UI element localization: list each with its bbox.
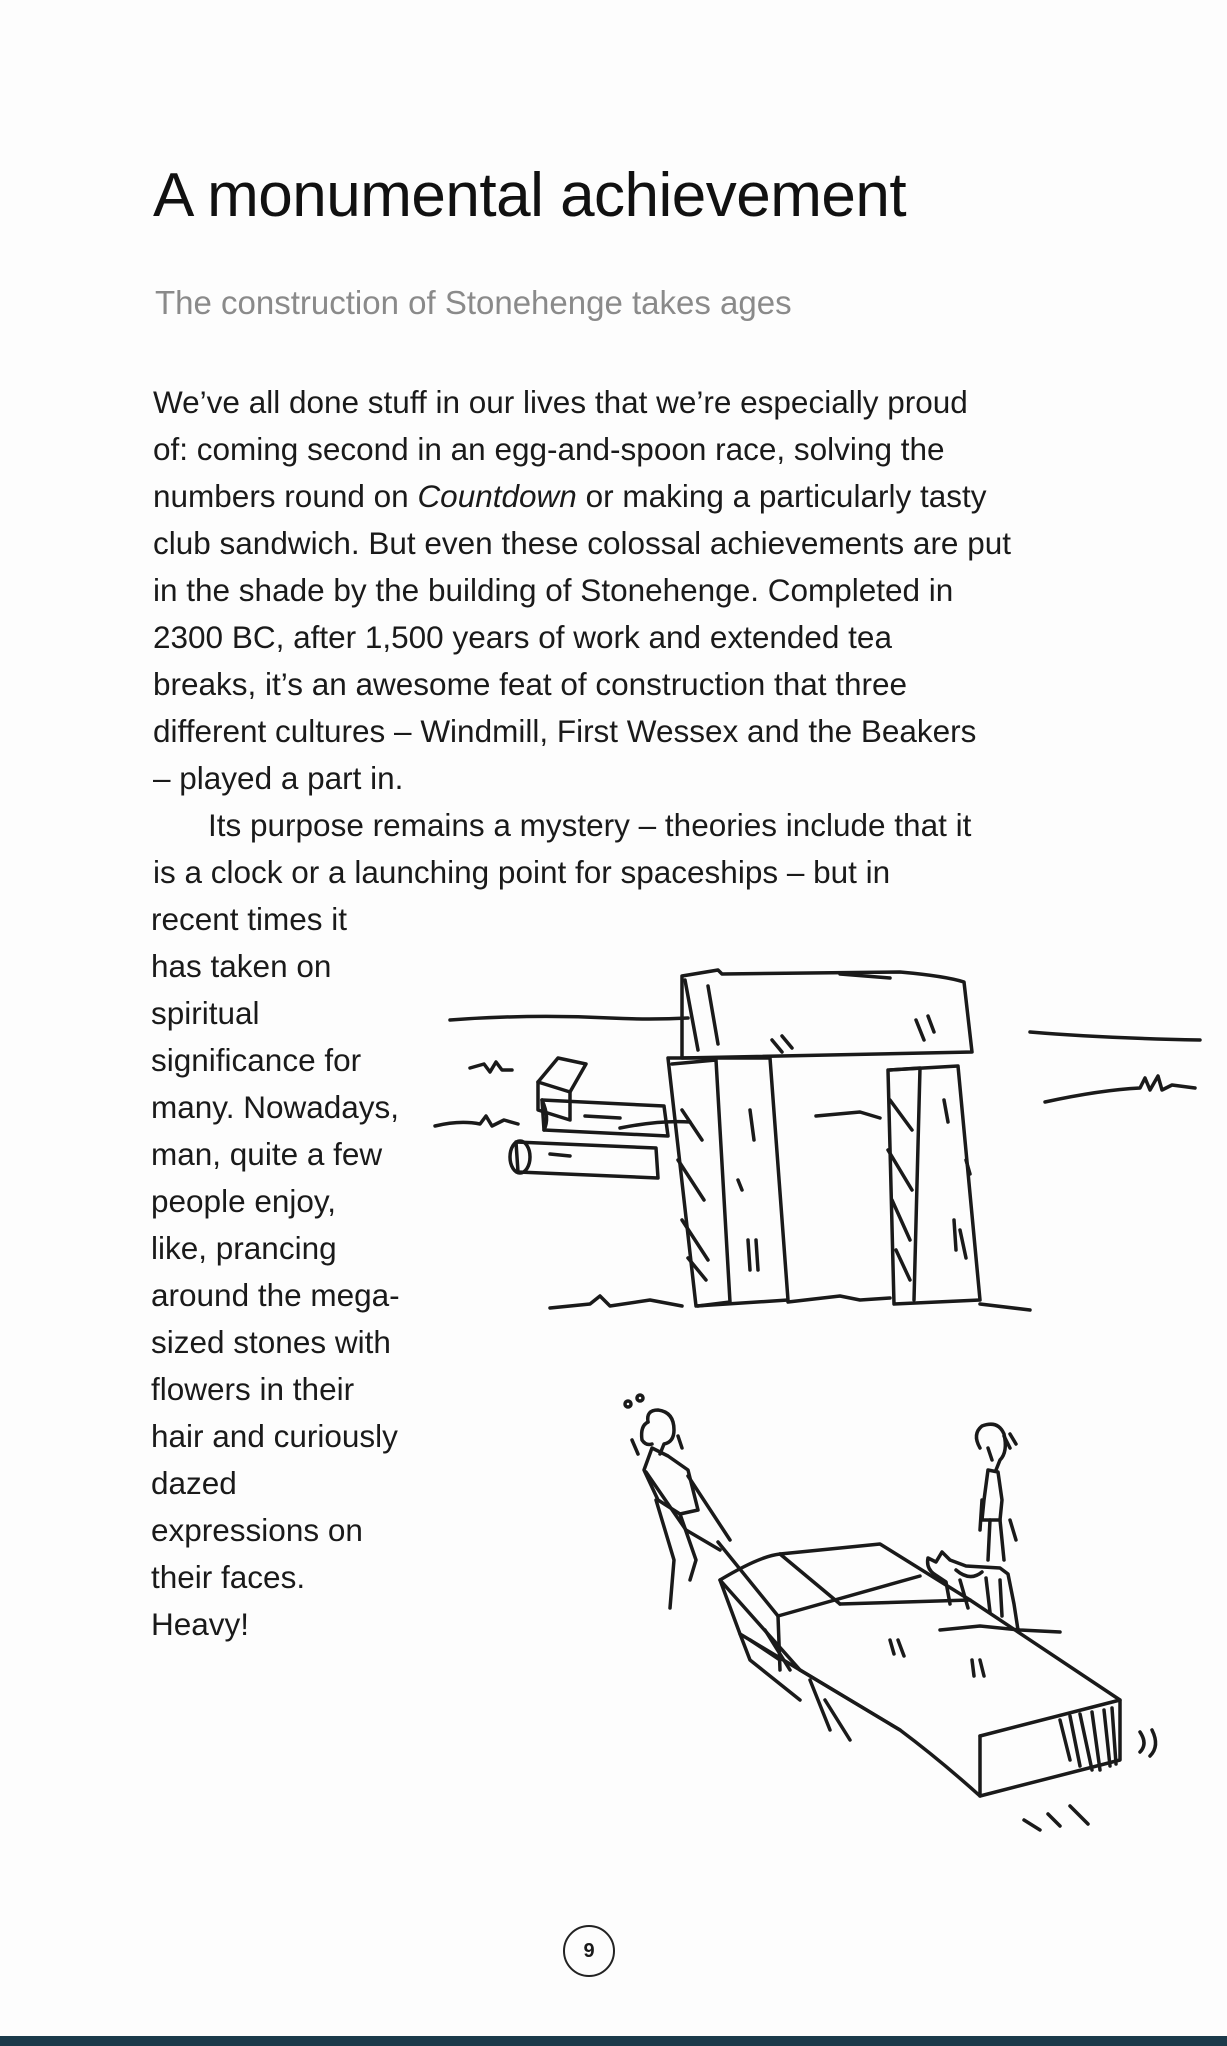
horizon-line-left [450, 1016, 688, 1020]
page-subtitle: The construction of Stonehenge takes ages [155, 284, 792, 321]
ground-grass-right [980, 1304, 1030, 1310]
page-title: A monumental achievement [153, 161, 907, 230]
text-line: breaks, it’s an awesome feat of construction that three [153, 666, 908, 702]
text-line: of: coming second in an egg-and-spoon race, solving the [153, 431, 945, 467]
text-line: club sandwich. But even these colossal achievements are put [153, 525, 1011, 561]
text-line: many. Nowadays, [151, 1089, 400, 1125]
text-line: is a clock or a launching point for spaceships – but in [153, 854, 891, 890]
text-line: 2300 BC, after 1,500 years of work and extended tea [153, 619, 892, 655]
dragged-stone-slab [720, 1544, 1156, 1830]
lintel-stone [682, 970, 972, 1058]
text-line: like, prancing [151, 1230, 337, 1266]
text-line: flowers in their [151, 1371, 355, 1407]
text-line: sized stones with [151, 1324, 391, 1360]
text-line: spiritual [151, 995, 260, 1031]
text-line: Its purpose remains a mystery – theories include that it [208, 807, 972, 843]
text-line: expressions on [151, 1512, 363, 1548]
text-line: dazed [151, 1465, 237, 1501]
ground-grass-mid [788, 1296, 890, 1302]
text-line: in the shade by the building of Stonehenge. Completed in [153, 572, 954, 608]
text-line: – played a part in. [153, 760, 404, 796]
grass-left-upper [470, 1062, 512, 1072]
trilithon [550, 970, 1030, 1310]
text-line: Heavy! [151, 1606, 250, 1642]
text-line: their faces. [151, 1559, 306, 1595]
text-line: has taken on [151, 948, 332, 984]
rope [718, 1542, 920, 1616]
man-pulling-figure [625, 1395, 730, 1608]
text-line: different cultures – Windmill, First Wessex and the Beakers [153, 713, 977, 749]
page-number: 9 [563, 1925, 615, 1977]
stonehenge-illustration [420, 940, 1210, 1930]
text-line: around the mega- [151, 1277, 400, 1313]
grass-right [1045, 1076, 1195, 1102]
text-line: man, quite a few [151, 1136, 383, 1172]
countdown-title: Countdown [417, 478, 577, 514]
horizon-line-right [1030, 1032, 1200, 1040]
ground-grass-left [550, 1296, 682, 1308]
text-line: people enjoy, [151, 1183, 337, 1219]
grass-left-lower [435, 1116, 518, 1126]
midground-line [620, 1122, 690, 1128]
distant-stones [510, 1058, 668, 1178]
text-line: numbers round on Countdown or making a particularly tasty [153, 478, 987, 514]
right-upright [888, 1066, 980, 1304]
text-line: We’ve all done stuff in our lives that we’re especially proud [153, 384, 968, 420]
text-line: significance for [151, 1042, 362, 1078]
text-line: hair and curiously [151, 1418, 398, 1454]
bottom-edge-bar [0, 2036, 1227, 2046]
text-line: recent times it [151, 901, 348, 937]
